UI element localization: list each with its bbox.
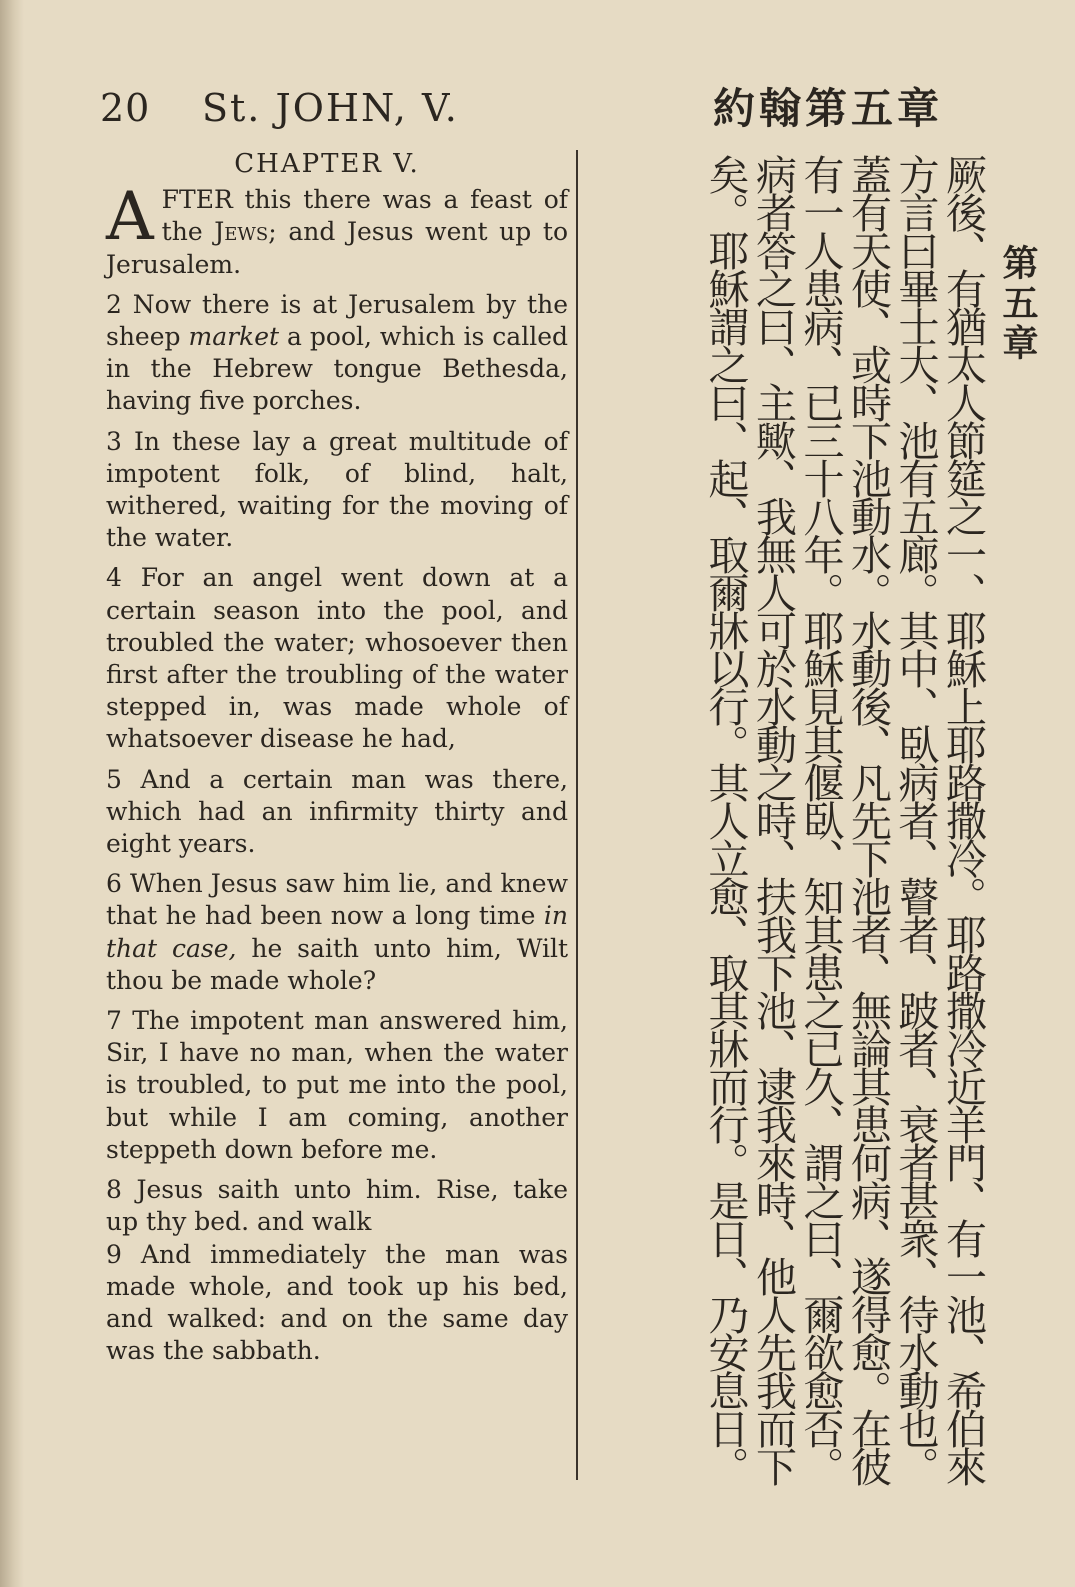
verse-2-text-a: 2 Now there is at Jerusalem by the sheep	[106, 289, 568, 352]
verse-1-jews: Jews	[214, 217, 269, 247]
page-number: 20	[100, 86, 151, 130]
verse-6-text-a: 6 When Jesus saw him lie, and knew that he had been now a long time	[106, 869, 568, 931]
verse-5: 5 And a certain man was there, which had an infirmity thirty and eight years.	[106, 764, 568, 859]
verse-7: 7 The impotent man answered him, Sir, I have no man, when the water is troubled, to put me into the pool, but while I am coming, another steppeth down before me.	[106, 1006, 568, 1164]
verse-2-italic: market	[188, 322, 280, 352]
verse-6	[106, 868, 568, 997]
verse-2	[106, 289, 568, 418]
verse-9: 9 And immediately the man was made whole, and took up his bed, and walked: and on the same day was the sabbath.	[106, 1239, 568, 1366]
drop-cap: A	[106, 178, 154, 256]
verse-3: 3 In these lay a great multitude of impotent folk, of blind, halt, withered, waiting for the moving of the water.	[106, 426, 568, 553]
verse-6-italic: in that case,	[106, 901, 568, 963]
verse-6-text-b: he saith unto him, Wilt thou be made whole?	[106, 933, 568, 995]
chinese-column: 厥後、有猶太人節筵之一、耶穌上耶路撒冷。耶路撒冷近羊門、有一池、希伯來方言曰畢士大、池有五廊。其中、臥病者、瞽者、跛者、衰者甚衆、待水動也。蓋有天使、或時下池動水。水動後、凡先下池者、無論其患何病、遂得愈。在彼有一人患病、已三十八年。耶穌見其偃臥、知其患之已久、謂之曰、爾欲愈否。病者答之曰、主歟、我無人可於水動之時、扶我下池、逮我來時、他人先我而下矣。耶穌謂之曰、起、取爾牀以行。其人立愈、取其牀而行。是日、乃安息日。	[701, 154, 987, 1484]
verse-4: 4 For an angel went down at a certain season into the pool, and troubled the water; whosoever then first after the troubling of the water stepped in, was made whole of whatsoever disease he had,	[106, 563, 568, 754]
chapter-heading: CHAPTER V.	[234, 149, 420, 179]
column-divider	[576, 150, 578, 1480]
verse-2-text-b: a pool, which is called in the Hebrew tongue Bethesda, having five porches.	[106, 322, 568, 416]
running-head-english: St. JOHN, V.	[202, 86, 459, 130]
verse-1	[106, 178, 569, 281]
verse-8: 8 Jesus saith unto him. Rise, take up thy bed. and walk	[106, 1175, 568, 1237]
english-column	[106, 148, 568, 1375]
page-edge-shadow	[0, 0, 24, 1587]
chinese-chapter-label: 第五章	[997, 244, 1038, 364]
verse-1-text-b: ; and Jesus went up to Jerusalem.	[106, 217, 569, 279]
running-head-chinese: 約翰第五章	[712, 84, 943, 133]
verse-1-text-a: FTER this there was a feast of the	[161, 185, 568, 247]
